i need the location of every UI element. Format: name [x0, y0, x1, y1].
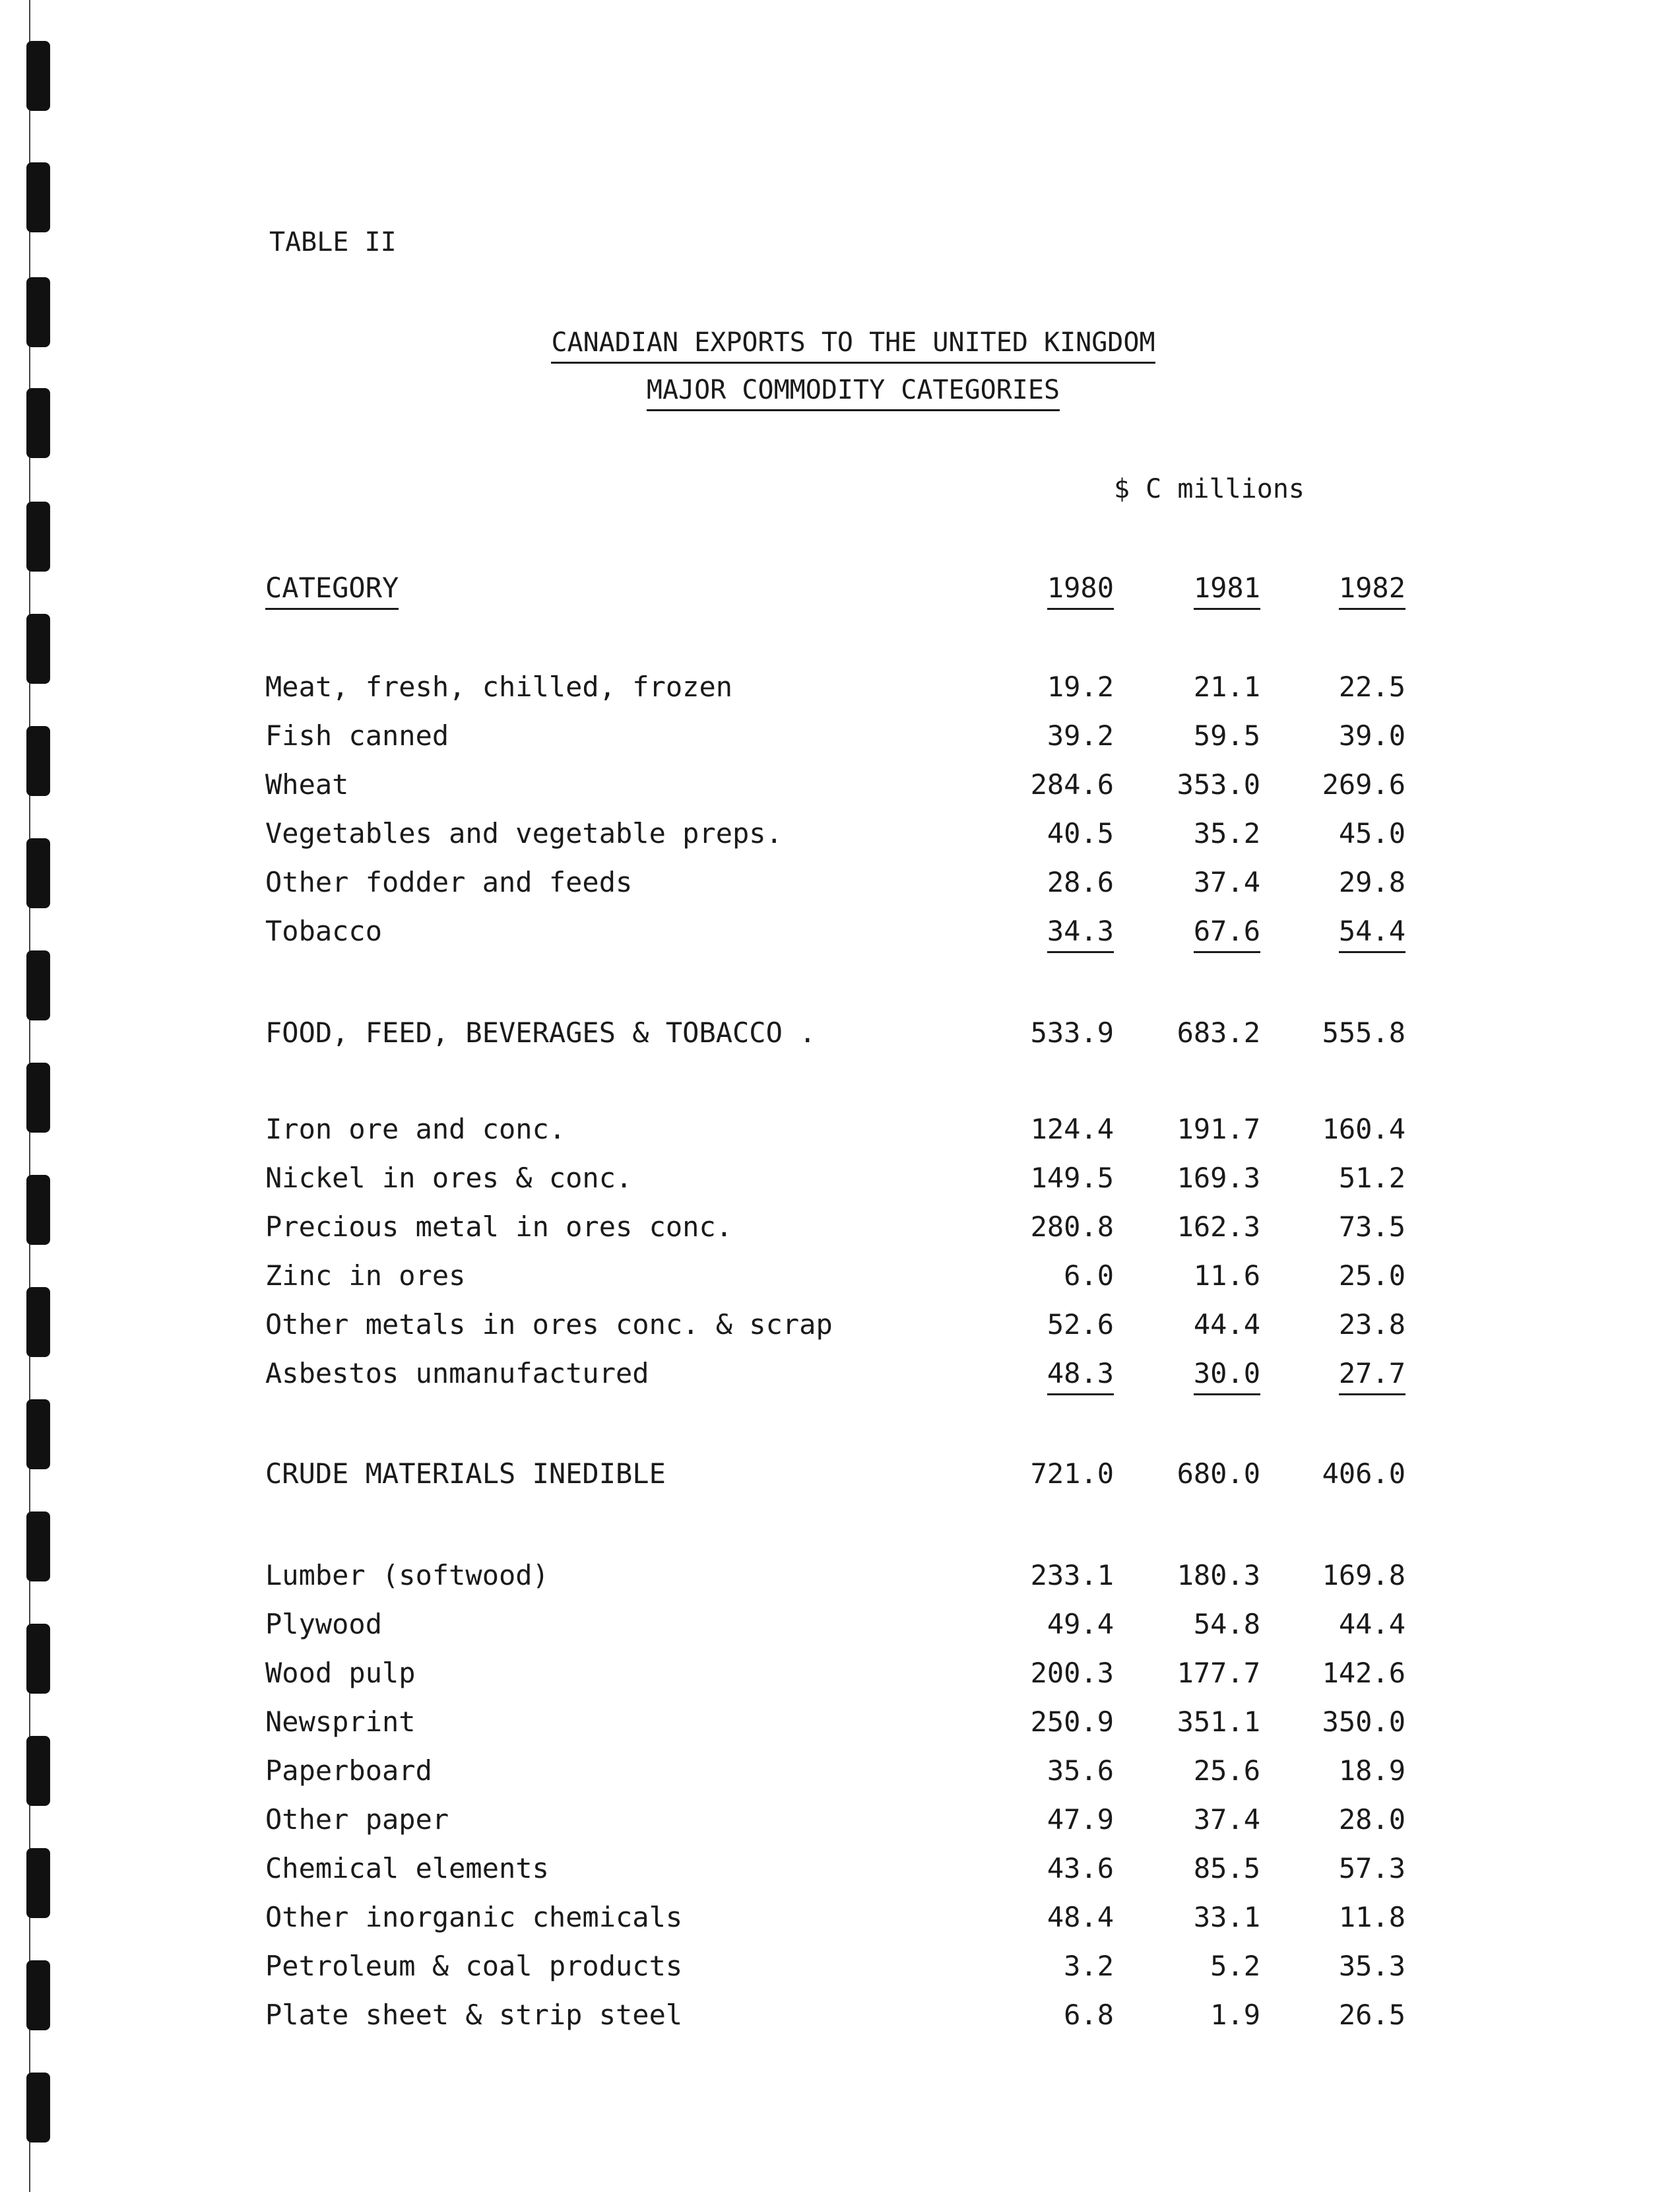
- table-row: [0, 866, 1680, 906]
- table-row: [0, 1559, 1680, 1599]
- table-row: [0, 1308, 1680, 1348]
- value-1982: 57.3: [1338, 1852, 1405, 1884]
- title-line-2: [0, 375, 1680, 405]
- punch-hole: [26, 2073, 50, 2142]
- value-1981: 37.4: [1193, 1803, 1260, 1836]
- value-1981: 180.3: [1177, 1559, 1260, 1591]
- row-label: Other fodder and feeds: [265, 866, 633, 898]
- value-1982: 406.0: [1322, 1457, 1405, 1490]
- subtotal-row: [0, 1457, 1680, 1497]
- value-1981: 33.1: [1193, 1901, 1260, 1933]
- value-1981: 5.2: [1210, 1950, 1260, 1982]
- value-1981: 351.1: [1177, 1706, 1260, 1738]
- row-label: Iron ore and conc.: [265, 1113, 566, 1145]
- value-1981: 21.1: [1193, 671, 1260, 703]
- value-1980: 721.0: [1030, 1457, 1114, 1490]
- value-1981: 85.5: [1193, 1852, 1260, 1884]
- row-label: Other inorganic chemicals: [265, 1901, 683, 1933]
- value-1982: 142.6: [1322, 1657, 1405, 1689]
- table-row: [0, 1259, 1680, 1299]
- table-row: [0, 1852, 1680, 1892]
- value-1981: 1.9: [1210, 1999, 1260, 2031]
- value-1980: 49.4: [1047, 1608, 1114, 1640]
- punch-hole: [26, 162, 50, 232]
- value-1982: 25.0: [1338, 1259, 1405, 1292]
- table-row: [0, 1357, 1680, 1397]
- value-1980: 284.6: [1030, 768, 1114, 801]
- table-row: [0, 915, 1680, 954]
- value-1981: 169.3: [1177, 1162, 1260, 1194]
- row-label: Paperboard: [265, 1754, 432, 1787]
- value-1981: 353.0: [1177, 768, 1260, 801]
- row-label: CRUDE MATERIALS INEDIBLE: [265, 1457, 666, 1490]
- value-1982: 23.8: [1338, 1308, 1405, 1341]
- value-1982: 51.2: [1338, 1162, 1405, 1194]
- value-1980: 48.4: [1047, 1901, 1114, 1933]
- value-1981: 680.0: [1177, 1457, 1260, 1490]
- header-category: CATEGORY: [265, 572, 399, 610]
- value-1981: 177.7: [1177, 1657, 1260, 1689]
- row-label: Other paper: [265, 1803, 449, 1836]
- row-label: Wheat: [265, 768, 349, 801]
- value-1982: 11.8: [1338, 1901, 1405, 1933]
- row-label: Petroleum & coal products: [265, 1950, 683, 1982]
- table-row: [0, 1608, 1680, 1647]
- value-1981: 37.4: [1193, 866, 1260, 898]
- value-1980: 48.3: [969, 1357, 1114, 1389]
- value-1980: 52.6: [1047, 1308, 1114, 1341]
- row-label: Meat, fresh, chilled, frozen: [265, 671, 733, 703]
- value-1980: 233.1: [1030, 1559, 1114, 1591]
- value-1980: 533.9: [1030, 1016, 1114, 1049]
- table-row: [0, 1901, 1680, 1941]
- value-1982: 269.6: [1322, 768, 1405, 801]
- table-row: [0, 817, 1680, 857]
- row-label: Tobacco: [265, 915, 383, 947]
- table-row: [0, 768, 1680, 808]
- value-1981: 683.2: [1177, 1016, 1260, 1049]
- value-1982: 22.5: [1338, 671, 1405, 703]
- value-1982: 26.5: [1338, 1999, 1405, 2031]
- value-1982: 18.9: [1338, 1754, 1405, 1787]
- value-1981: 25.6: [1193, 1754, 1260, 1787]
- row-label: Plate sheet & strip steel: [265, 1999, 683, 2031]
- value-1981: 44.4: [1193, 1308, 1260, 1341]
- table-label: TABLE II: [269, 227, 397, 257]
- title-line-1: [0, 327, 1680, 358]
- row-label: Plywood: [265, 1608, 383, 1640]
- punch-hole: [26, 950, 50, 1020]
- punch-hole: [26, 41, 50, 111]
- value-1982: 39.0: [1338, 719, 1405, 752]
- row-label: Other metals in ores conc. & scrap: [265, 1308, 833, 1341]
- row-label: Precious metal in ores conc.: [265, 1211, 733, 1243]
- row-label: Zinc in ores: [265, 1259, 466, 1292]
- title-text-1: CANADIAN EXPORTS TO THE UNITED KINGDOM: [551, 327, 1155, 364]
- table-row: [0, 1754, 1680, 1794]
- row-label: Lumber (softwood): [265, 1559, 549, 1591]
- value-1981: 59.5: [1193, 719, 1260, 752]
- header-1980: 1980: [969, 572, 1114, 604]
- value-1980: 124.4: [1030, 1113, 1114, 1145]
- value-1981: 54.8: [1193, 1608, 1260, 1640]
- value-1982: 350.0: [1322, 1706, 1405, 1738]
- value-1980: 40.5: [1047, 817, 1114, 849]
- row-label: Fish canned: [265, 719, 449, 752]
- value-1981: 67.6: [1115, 915, 1260, 947]
- value-1981: 162.3: [1177, 1211, 1260, 1243]
- value-1982: 169.8: [1322, 1559, 1405, 1591]
- value-1980: 43.6: [1047, 1852, 1114, 1884]
- table-row: [0, 1999, 1680, 2038]
- table-row: [0, 1113, 1680, 1152]
- row-label: Wood pulp: [265, 1657, 416, 1689]
- value-1981: 11.6: [1193, 1259, 1260, 1292]
- value-1980: 35.6: [1047, 1754, 1114, 1787]
- value-1981: 191.7: [1177, 1113, 1260, 1145]
- value-1980: 6.0: [1064, 1259, 1114, 1292]
- row-label: Vegetables and vegetable preps.: [265, 817, 783, 849]
- table-row: [0, 1950, 1680, 1989]
- row-label: FOOD, FEED, BEVERAGES & TOBACCO .: [265, 1016, 816, 1049]
- value-1982: 27.7: [1260, 1357, 1405, 1389]
- table-row: [0, 1657, 1680, 1696]
- punch-hole: [26, 502, 50, 572]
- table-row: [0, 671, 1680, 710]
- value-1980: 47.9: [1047, 1803, 1114, 1836]
- value-1982: 35.3: [1338, 1950, 1405, 1982]
- row-label: Chemical elements: [265, 1852, 549, 1884]
- value-1982: 160.4: [1322, 1113, 1405, 1145]
- header-1981: 1981: [1115, 572, 1260, 604]
- header-1982: 1982: [1260, 572, 1405, 604]
- value-1982: 44.4: [1338, 1608, 1405, 1640]
- table-header: [0, 572, 1680, 611]
- value-1982: 555.8: [1322, 1016, 1405, 1049]
- value-1982: 54.4: [1260, 915, 1405, 947]
- row-label: Asbestos unmanufactured: [265, 1357, 649, 1389]
- title-text-2: MAJOR COMMODITY CATEGORIES: [647, 375, 1060, 411]
- value-1982: 28.0: [1338, 1803, 1405, 1836]
- table-row: [0, 1211, 1680, 1250]
- value-1980: 3.2: [1064, 1950, 1114, 1982]
- value-1980: 6.8: [1064, 1999, 1114, 2031]
- value-1980: 250.9: [1030, 1706, 1114, 1738]
- value-1982: 45.0: [1338, 817, 1405, 849]
- row-label: Nickel in ores & conc.: [265, 1162, 633, 1194]
- value-1980: 39.2: [1047, 719, 1114, 752]
- table-row: [0, 1162, 1680, 1201]
- row-label: Newsprint: [265, 1706, 416, 1738]
- value-1980: 34.3: [969, 915, 1114, 947]
- units-label: $ C millions: [1114, 474, 1305, 504]
- value-1982: 29.8: [1338, 866, 1405, 898]
- table-row: [0, 1706, 1680, 1745]
- value-1982: 73.5: [1338, 1211, 1405, 1243]
- value-1981: 30.0: [1115, 1357, 1260, 1389]
- value-1980: 280.8: [1030, 1211, 1114, 1243]
- subtotal-row: [0, 1016, 1680, 1056]
- table-row: [0, 1803, 1680, 1843]
- value-1980: 149.5: [1030, 1162, 1114, 1194]
- table-row: [0, 719, 1680, 759]
- value-1980: 19.2: [1047, 671, 1114, 703]
- value-1980: 200.3: [1030, 1657, 1114, 1689]
- value-1981: 35.2: [1193, 817, 1260, 849]
- value-1980: 28.6: [1047, 866, 1114, 898]
